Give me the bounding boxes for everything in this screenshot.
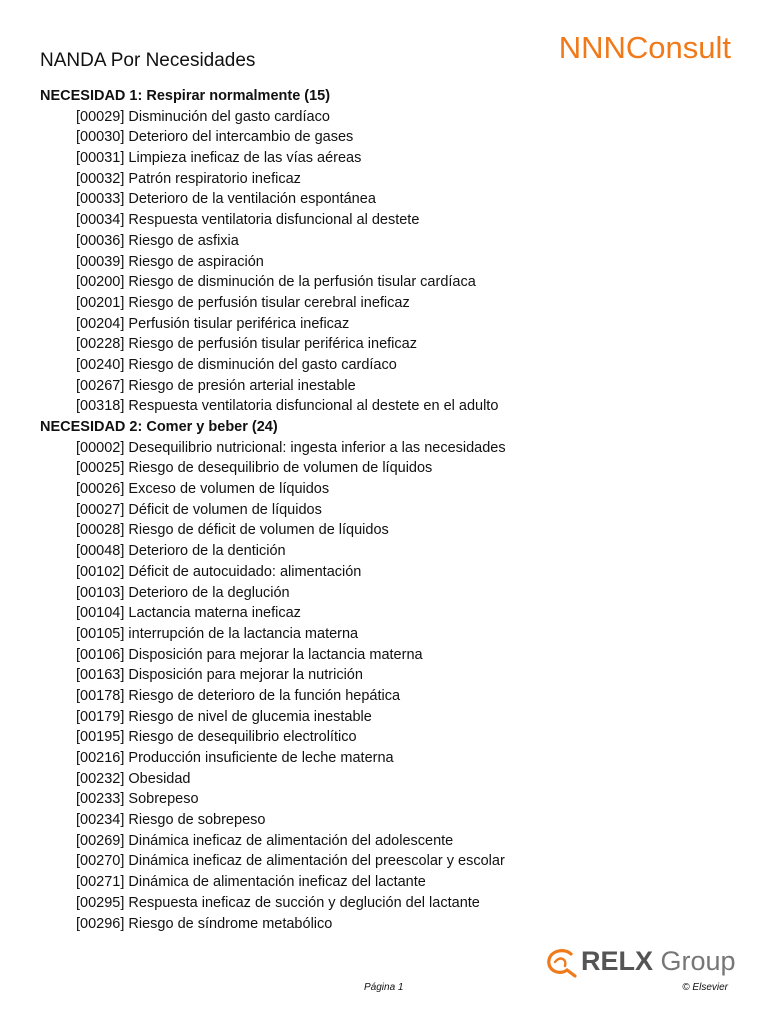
section-title: NECESIDAD 2: Comer y beber (24) bbox=[40, 419, 278, 435]
list-item: [00025] Riesgo de desequilibrio de volumen de líquidos bbox=[76, 460, 433, 477]
list-item: [00204] Perfusión tisular periférica ineficaz bbox=[76, 315, 350, 332]
relx-logo-text: RELX Group bbox=[581, 946, 736, 976]
list-item: [00269] Dinámica ineficaz de alimentación del adolescente bbox=[76, 832, 454, 849]
copyright: © Elsevier bbox=[682, 982, 728, 993]
list-item: [00028] Riesgo de déficit de volumen de líquidos bbox=[76, 522, 389, 539]
list-item: [00295] Respuesta ineficaz de succión y deglución del lactante bbox=[76, 894, 480, 911]
list-item: [00106] Disposición para mejorar la lactancia materna bbox=[76, 646, 423, 663]
list-item: [00027] Déficit de volumen de líquidos bbox=[76, 501, 322, 518]
list-item: [00201] Riesgo de perfusión tisular cerebral ineficaz bbox=[76, 294, 410, 311]
list-item: [00034] Respuesta ventilatoria disfuncional al destete bbox=[76, 212, 420, 229]
list-item: [00178] Riesgo de deterioro de la función hepática bbox=[76, 687, 401, 704]
list-item: [00240] Riesgo de disminución del gasto cardíaco bbox=[76, 356, 397, 373]
page-number: Página 1 bbox=[364, 982, 404, 993]
list-item: [00105] interrupción de la lactancia materna bbox=[76, 625, 359, 642]
page-title: NANDA Por Necesidades bbox=[40, 50, 256, 71]
list-item: [00216] Producción insuficiente de leche materna bbox=[76, 750, 394, 766]
list-item: [00163] Disposición para mejorar la nutrición bbox=[76, 667, 363, 684]
list-item: [00233] Sobrepeso bbox=[76, 791, 199, 808]
list-item: [00296] Riesgo de síndrome metabólico bbox=[76, 915, 333, 932]
list-item: [00318] Respuesta ventilatoria disfuncional al destete en el adulto bbox=[76, 398, 499, 415]
list-item: [00030] Deterioro del intercambio de gases bbox=[76, 129, 354, 146]
section-2 bbox=[40, 417, 740, 934]
list-item: [00179] Riesgo de nivel de glucemia inestable bbox=[76, 708, 372, 725]
list-item: [00103] Deterioro de la deglución bbox=[76, 584, 290, 601]
list-item: [00033] Deterioro de la ventilación espontánea bbox=[76, 191, 376, 208]
list-item: [00232] Obesidad bbox=[76, 770, 191, 787]
list-item: [00039] Riesgo de aspiración bbox=[76, 253, 264, 270]
list-item: [00031] Limpieza ineficaz de las vías aéreas bbox=[76, 150, 362, 167]
list-item: [00200] Riesgo de disminución de la perfusión tisular cardíaca bbox=[76, 274, 476, 291]
list-item: [00002] Desequilibrio nutricional: ingesta inferior a las necesidades bbox=[76, 439, 506, 456]
list-item: [00228] Riesgo de perfusión tisular periférica ineficaz bbox=[76, 336, 417, 353]
list-item: [00271] Dinámica de alimentación ineficaz del lactante bbox=[76, 874, 426, 891]
list-item: [00267] Riesgo de presión arterial inestable bbox=[76, 377, 356, 394]
document-body bbox=[40, 86, 740, 934]
relx-logo-icon bbox=[545, 948, 579, 983]
list-item: [00195] Riesgo de desequilibrio electrolítico bbox=[76, 729, 357, 746]
relx-group-logo bbox=[545, 944, 745, 984]
list-item: [00270] Dinámica ineficaz de alimentación del preescolar y escolar bbox=[76, 853, 505, 870]
list-item: [00234] Riesgo de sobrepeso bbox=[76, 812, 266, 829]
section-1 bbox=[40, 86, 740, 417]
list-item: [00036] Riesgo de asfixia bbox=[76, 232, 239, 249]
list-item: [00029] Disminución del gasto cardíaco bbox=[76, 108, 330, 125]
list-item: [00048] Deterioro de la dentición bbox=[76, 543, 286, 560]
list-item: [00026] Exceso de volumen de líquidos bbox=[76, 481, 330, 498]
list-item: [00032] Patrón respiratorio ineficaz bbox=[76, 170, 301, 187]
list-item: [00104] Lactancia materna ineficaz bbox=[76, 605, 301, 622]
list-item: [00102] Déficit de autocuidado: alimentación bbox=[76, 563, 362, 580]
section-title: NECESIDAD 1: Respirar normalmente (15) bbox=[40, 88, 331, 104]
brand-logo: NNNConsult bbox=[558, 30, 731, 65]
